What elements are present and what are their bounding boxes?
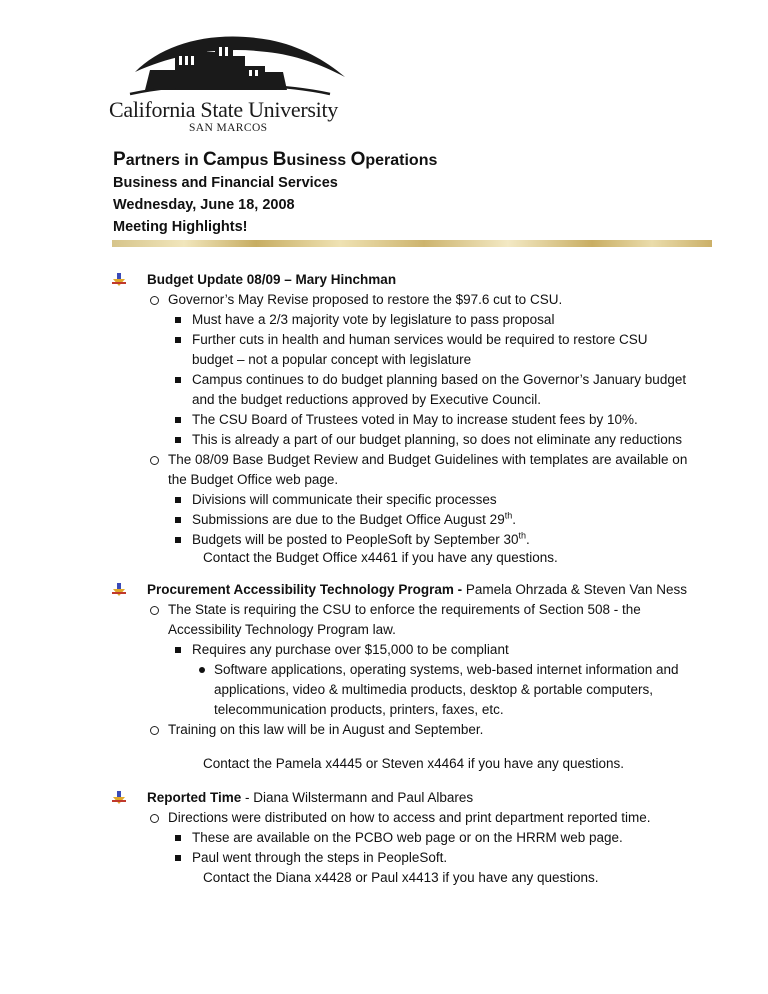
list-item-text: Submissions are due to the Budget Office August 29 bbox=[192, 512, 505, 527]
list-item: Requires any purchase over $15,000 to be compliant bbox=[192, 642, 509, 657]
procurement-heading bbox=[147, 580, 687, 600]
document-title bbox=[113, 149, 437, 171]
list-item bbox=[192, 510, 516, 530]
list-item: These are available on the PCBO web page or on the HRRM web page. bbox=[192, 830, 623, 845]
list-item-period: . bbox=[512, 512, 516, 527]
reported-time-heading bbox=[147, 788, 473, 808]
list-item-continuation: telecommunication products, printers, faxes, etc. bbox=[214, 702, 504, 717]
circle-bullet-icon bbox=[150, 606, 159, 615]
procurement-heading-names: Pamela Ohrzada & Steven Van Ness bbox=[465, 582, 687, 597]
campus-skyline-logo-graphic bbox=[105, 22, 355, 102]
list-item: This is already a part of our budget planning, so does not eliminate any reductions bbox=[192, 432, 683, 447]
square-bullet-icon bbox=[175, 337, 181, 343]
list-item: Governor’s May Revise proposed to restore the $97.6 cut to CSU. bbox=[168, 292, 563, 307]
square-bullet-icon bbox=[175, 855, 181, 861]
list-item: Divisions will communicate their specific processes bbox=[192, 492, 497, 507]
procurement-heading-title: Procurement Accessibility Technology Program - bbox=[147, 582, 466, 597]
reported-time-heading-title: Reported Time bbox=[147, 790, 242, 805]
square-bullet-icon bbox=[175, 835, 181, 841]
list-item: Further cuts in health and human services would be required to restore CSU bbox=[192, 332, 648, 347]
title-p: P bbox=[113, 149, 126, 170]
list-item-continuation: and the budget reductions approved by Executive Council. bbox=[192, 392, 541, 407]
list-item-continuation: budget – not a popular concept with legislature bbox=[192, 352, 472, 367]
square-bullet-icon bbox=[175, 537, 181, 543]
campus-name: SAN MARCOS bbox=[189, 122, 268, 134]
arrow-bullet-icon bbox=[112, 583, 126, 597]
title-o: O bbox=[350, 149, 366, 170]
list-item: The CSU Board of Trustees voted in May to increase student fees by 10%. bbox=[192, 412, 638, 427]
list-item-continuation: Accessibility Technology Program law. bbox=[168, 622, 396, 637]
list-item: Training on this law will be in August and September. bbox=[168, 722, 484, 737]
title-artners: artners in bbox=[125, 152, 204, 169]
list-item: The 08/09 Base Budget Review and Budget Guidelines with templates are available on bbox=[168, 452, 688, 467]
list-item-continuation: the Budget Office web page. bbox=[168, 472, 339, 487]
gold-divider bbox=[112, 240, 712, 247]
meeting-highlights-heading: Meeting Highlights! bbox=[113, 219, 248, 235]
title-c: C bbox=[203, 149, 217, 170]
list-item: Campus continues to do budget planning based on the Governor’s January budget bbox=[192, 372, 687, 387]
title-perations: perations bbox=[365, 152, 438, 169]
square-bullet-icon bbox=[175, 517, 181, 523]
square-bullet-icon bbox=[175, 317, 181, 323]
arrow-bullet-icon bbox=[112, 791, 126, 805]
list-item: Must have a 2/3 majority vote by legislature to pass proposal bbox=[192, 312, 555, 327]
ordinal-suffix: th bbox=[518, 530, 526, 541]
round-bullet-icon bbox=[199, 667, 205, 673]
reported-time-heading-names: - Diana Wilstermann and Paul Albares bbox=[241, 790, 474, 805]
circle-bullet-icon bbox=[150, 296, 159, 305]
budget-contact: Contact the Budget Office x4461 if you have any questions. bbox=[203, 550, 558, 565]
list-item bbox=[192, 530, 530, 550]
csusm-logo bbox=[105, 22, 355, 132]
circle-bullet-icon bbox=[150, 814, 159, 823]
square-bullet-icon bbox=[175, 497, 181, 503]
ordinal-suffix: th bbox=[504, 510, 513, 521]
list-item: Paul went through the steps in PeopleSoft. bbox=[192, 850, 448, 865]
circle-bullet-icon bbox=[150, 726, 159, 735]
title-usiness: usiness bbox=[286, 152, 351, 169]
budget-heading: Budget Update 08/09 – Mary Hinchman bbox=[147, 272, 397, 287]
list-item-text: Budgets will be posted to PeopleSoft by September 30 bbox=[192, 532, 519, 547]
square-bullet-icon bbox=[175, 647, 181, 653]
list-item-period: . bbox=[525, 532, 530, 547]
reported-time-contact: Contact the Diana x4428 or Paul x4413 if you have any questions. bbox=[203, 870, 599, 885]
list-item: The State is requiring the CSU to enforce the requirements of Section 508 - the bbox=[168, 602, 641, 617]
meeting-date: Wednesday, June 18, 2008 bbox=[113, 197, 295, 213]
square-bullet-icon bbox=[175, 417, 181, 423]
list-item-continuation: applications, video & multimedia products, desktop & portable computers, bbox=[214, 682, 653, 697]
circle-bullet-icon bbox=[150, 456, 159, 465]
arrow-bullet-icon bbox=[112, 273, 126, 287]
procurement-contact: Contact the Pamela x4445 or Steven x4464 if you have any questions. bbox=[203, 756, 625, 771]
department-name: Business and Financial Services bbox=[113, 175, 338, 191]
list-item: Directions were distributed on how to access and print department reported time. bbox=[168, 810, 651, 825]
university-name: California State University bbox=[109, 97, 338, 122]
square-bullet-icon bbox=[175, 437, 181, 443]
list-item: Software applications, operating systems, web-based internet information and bbox=[214, 662, 679, 677]
title-ampus: ampus bbox=[216, 152, 273, 169]
title-b: B bbox=[272, 149, 287, 170]
square-bullet-icon bbox=[175, 377, 181, 383]
